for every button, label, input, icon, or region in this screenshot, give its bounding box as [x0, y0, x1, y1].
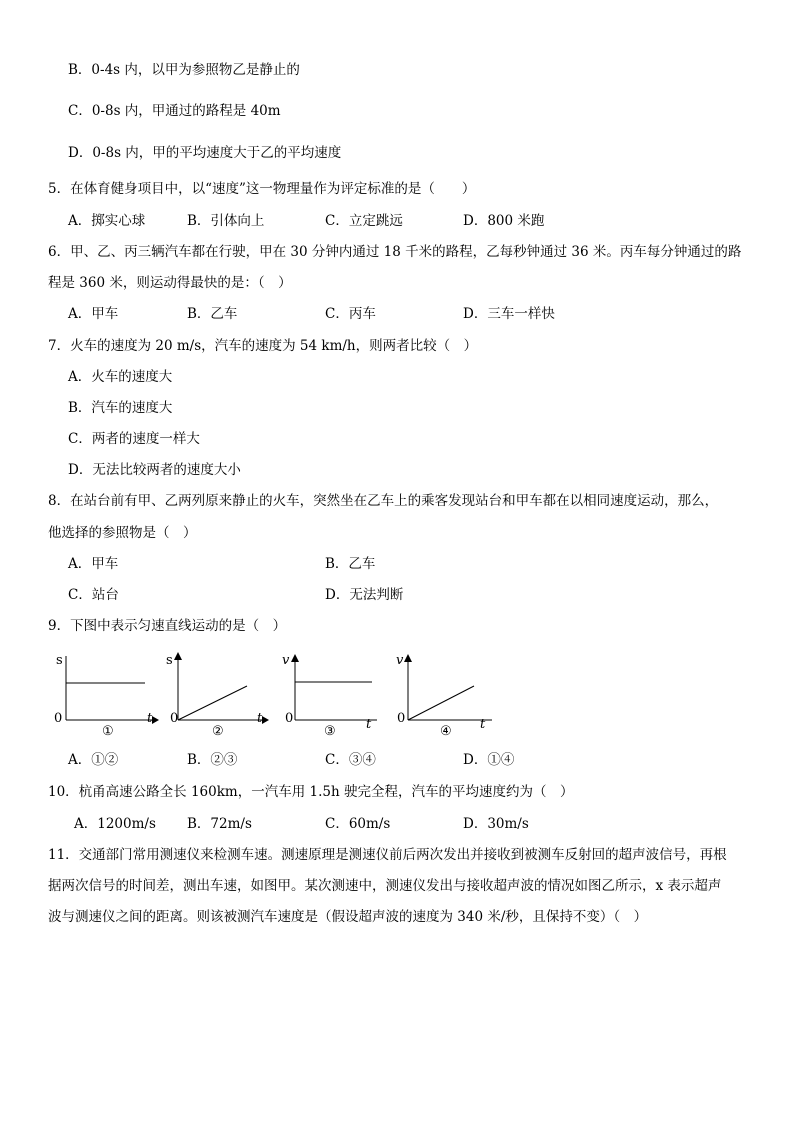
graph-3-y-label: v [282, 653, 290, 668]
graph-2-origin: 0 [170, 711, 179, 726]
q7-option-a: A．火车的速度大 [68, 369, 173, 385]
graph-1-x-label: t [147, 711, 153, 726]
graph-4-y-label: v [396, 653, 404, 668]
graph-4 [394, 646, 504, 738]
q6-stem-line1: 6．甲、乙、丙三辆汽车都在行驶，甲在 30 分钟内通过 18 千米的路程，乙每秒钟通过 36 米。丙车每分钟通过的路 [48, 244, 742, 260]
q6-option-c: C．丙车 [325, 306, 376, 322]
q5-stem: 5．在体育健身项目中，以“速度”这一物理量作为评定标准的是（ ） [48, 181, 476, 197]
q6-option-a: A．甲车 [68, 306, 119, 322]
graph-2-y-label: s [166, 653, 173, 668]
q10-option-c: C．60m/s [325, 816, 391, 832]
graph-2-x-label: t [257, 711, 263, 726]
q8-option-c: C．站台 [68, 587, 119, 603]
q8-stem-line1: 8．在站台前有甲、乙两列原来静止的火车，突然坐在乙车上的乘客发现站台和甲车都在以相同速度运动，那么， [48, 493, 719, 509]
graph-3-x-label: t [366, 717, 372, 732]
graph-4-x-label: t [480, 717, 486, 732]
graph-3-origin: 0 [285, 711, 294, 726]
q5-option-a: A．掷实心球 [68, 213, 146, 229]
q5-option-c: C．立定跳远 [325, 213, 403, 229]
q7-option-c: C．两者的速度一样大 [68, 431, 200, 447]
graph-4-origin: 0 [397, 711, 406, 726]
q11-line3: 波与测速仪之间的距离。则该被测汽车速度是（假设超声波的速度为 340 米/秒，且保持不变）（ ） [48, 909, 648, 925]
q7-option-d: D．无法比较两者的速度大小 [68, 462, 241, 478]
graph-1 [52, 646, 162, 738]
q8-stem-line2: 他选择的参照物是（ ） [48, 525, 197, 541]
q8-option-d: D．无法判断 [325, 587, 404, 603]
q7-stem: 7．火车的速度为 20 m/s，汽车的速度为 54 km/h，则两者比较（ ） [48, 338, 478, 354]
graph-2-line [178, 686, 247, 720]
graph-1-y-label: s [56, 653, 63, 668]
q5-option-b: B．引体向上 [187, 213, 265, 229]
q9-stem: 9．下图中表示匀速直线运动的是（ ） [48, 618, 287, 634]
graph-1-number: ① [102, 724, 114, 738]
graph-3 [282, 646, 392, 738]
graph-2 [162, 646, 272, 738]
graph-2-number: ② [212, 724, 224, 738]
q9-option-c: C．③④ [325, 752, 376, 768]
q6-option-b: B．乙车 [187, 306, 238, 322]
q5-option-d: D．800 米跑 [463, 213, 545, 229]
q10-option-d: D．30m/s [463, 816, 529, 832]
graph-2-x-arrow [262, 716, 269, 724]
prev-option-d: D．0-8s 内，甲的平均速度大于乙的平均速度 [68, 145, 342, 161]
graph-4-line [408, 686, 474, 720]
graph-4-y-arrow [404, 654, 412, 662]
graph-1-x-arrow [152, 716, 159, 724]
q7-option-b: B．汽车的速度大 [68, 400, 173, 416]
q6-option-d: D．三车一样快 [463, 306, 555, 322]
prev-option-c: C．0-8s 内，甲通过的路程是 40m [68, 103, 281, 119]
q8-option-b: B．乙车 [325, 556, 376, 572]
prev-option-b: B．0-4s 内，以甲为参照物乙是静止的 [68, 62, 300, 78]
q10-option-b: B．72m/s [187, 816, 252, 832]
q8-option-a: A．甲车 [68, 556, 119, 572]
graph-4-number: ④ [440, 724, 452, 738]
q6-stem-line2: 程是 360 米，则运动得最快的是：（ ） [48, 275, 292, 291]
q10-stem: 10．杭甬高速公路全长 160km，一汽车用 1.5h 驶完全程，汽车的平均速度约为（ ） [48, 784, 574, 800]
q10-option-a: A．1200m/s [74, 816, 156, 832]
graph-3-number: ③ [324, 724, 336, 738]
graph-1-origin: 0 [54, 711, 63, 726]
q9-option-a: A．①② [68, 752, 119, 768]
graph-2-y-arrow [174, 652, 182, 660]
q11-line2: 据两次信号的时间差，测出车速，如图甲。某次测速中，测速仪发出与接收超声波的情况如图乙所示，x 表示超声 [48, 878, 722, 894]
q9-option-d: D．①④ [463, 752, 515, 768]
graph-3-y-arrow [291, 654, 299, 662]
q9-option-b: B．②③ [187, 752, 238, 768]
q11-line1: 11．交通部门常用测速仪来检测车速。测速原理是测速仪前后两次发出并接收到被测车反射回的超声波信号，再根 [48, 847, 727, 863]
